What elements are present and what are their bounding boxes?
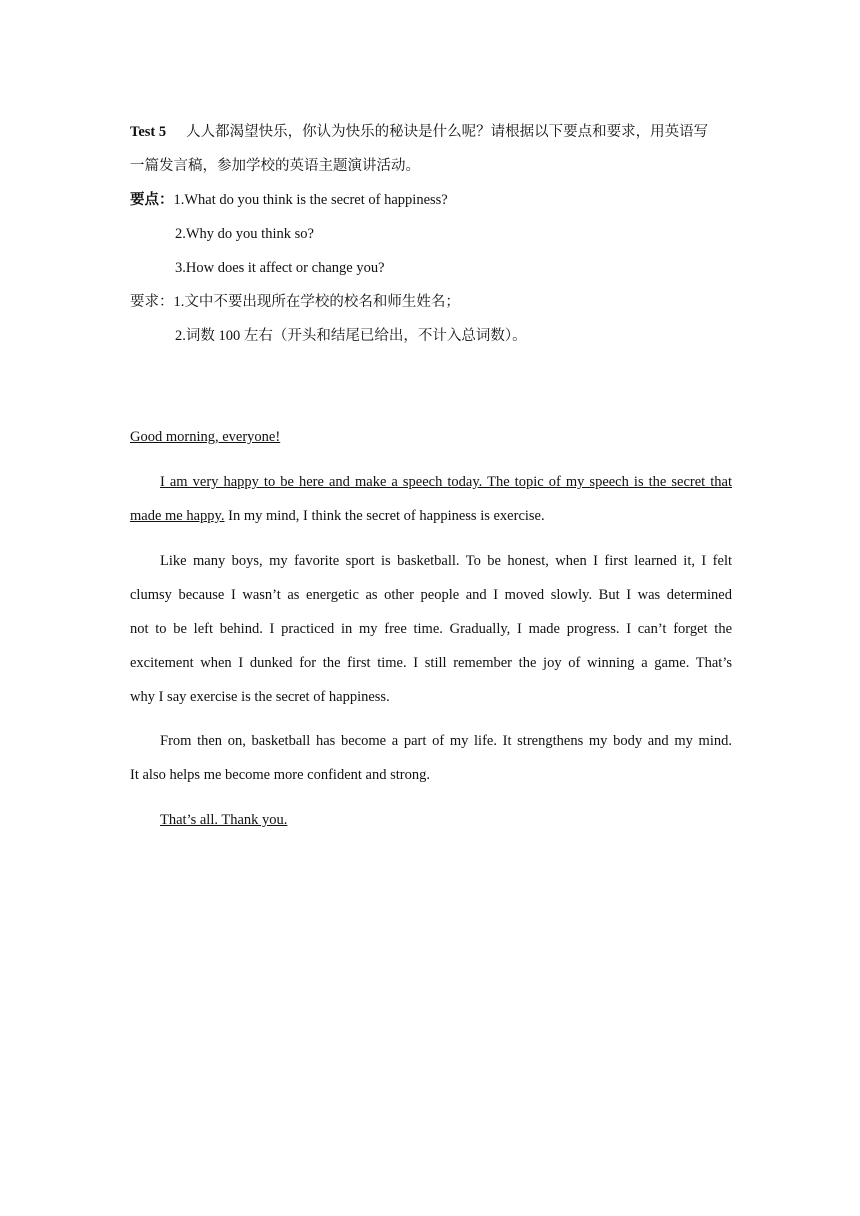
point-2: 2.Why do you think so? xyxy=(175,226,314,242)
essay-section xyxy=(130,420,732,454)
p2-line-4: excitement when I dunked for the first time. I still remember the joy of winning a game. That’s xyxy=(130,655,732,671)
closing-text: That’s all. Thank you. xyxy=(160,812,288,828)
task-section xyxy=(130,115,732,353)
requirement-1-text: 1.文中不要出现所在学校的校名和师生姓名； xyxy=(173,294,460,310)
p3-line-1: From then on, basketball has become a part of my life. It strengthens my body and my mind. xyxy=(160,733,732,749)
points-label: 要点： xyxy=(130,192,174,208)
task-prompt-line-1 xyxy=(130,115,732,149)
point-1 xyxy=(130,183,732,217)
essay-closing xyxy=(130,803,732,837)
essay-paragraph-3 xyxy=(130,724,732,792)
requirement-2: 2.词数 100 左右（开头和结尾已给出，不计入总词数）。 xyxy=(175,328,527,344)
p2-line-1: Like many boys, my favorite sport is basketball. To be honest, when I first learned it, I felt xyxy=(160,553,732,569)
p3-line-2: It also helps me become more confident and strong. xyxy=(130,767,430,783)
p2-line-5: why I say exercise is the secret of happiness. xyxy=(130,689,390,705)
p2-line-2: clumsy because I wasn’t as energetic as other people and I moved slowly. But I was determined xyxy=(130,587,732,603)
task-prompt-line-2: 一篇发言稿，参加学校的英语主题演讲活动。 xyxy=(130,158,420,174)
p1-line-1: I am very happy to be here and make a speech today. The topic of my speech is the secret that xyxy=(160,474,732,490)
p2-line-3: not to be left behind. I practiced in my free time. Gradually, I made progress. I can’t forget the xyxy=(130,621,732,637)
essay-paragraph-2 xyxy=(130,544,732,714)
p1-underlined-end: made me happy. xyxy=(130,508,225,524)
essay-paragraph-1 xyxy=(130,465,732,533)
point-1-text: 1.What do you think is the secret of happiness? xyxy=(173,192,448,208)
point-3: 3.How does it affect or change you? xyxy=(175,260,385,276)
essay-greeting: Good morning, everyone! xyxy=(130,429,281,445)
requirement-1 xyxy=(130,285,732,319)
test-label: Test 5 xyxy=(130,124,167,140)
requirements-label: 要求： xyxy=(130,294,174,310)
p1-line-2-rest: In my mind, I think the secret of happiness is exercise. xyxy=(224,508,545,524)
prompt-text-1: 人人都渴望快乐，你认为快乐的秘诀是什么呢？请根据以下要点和要求，用英语写 xyxy=(186,124,709,140)
